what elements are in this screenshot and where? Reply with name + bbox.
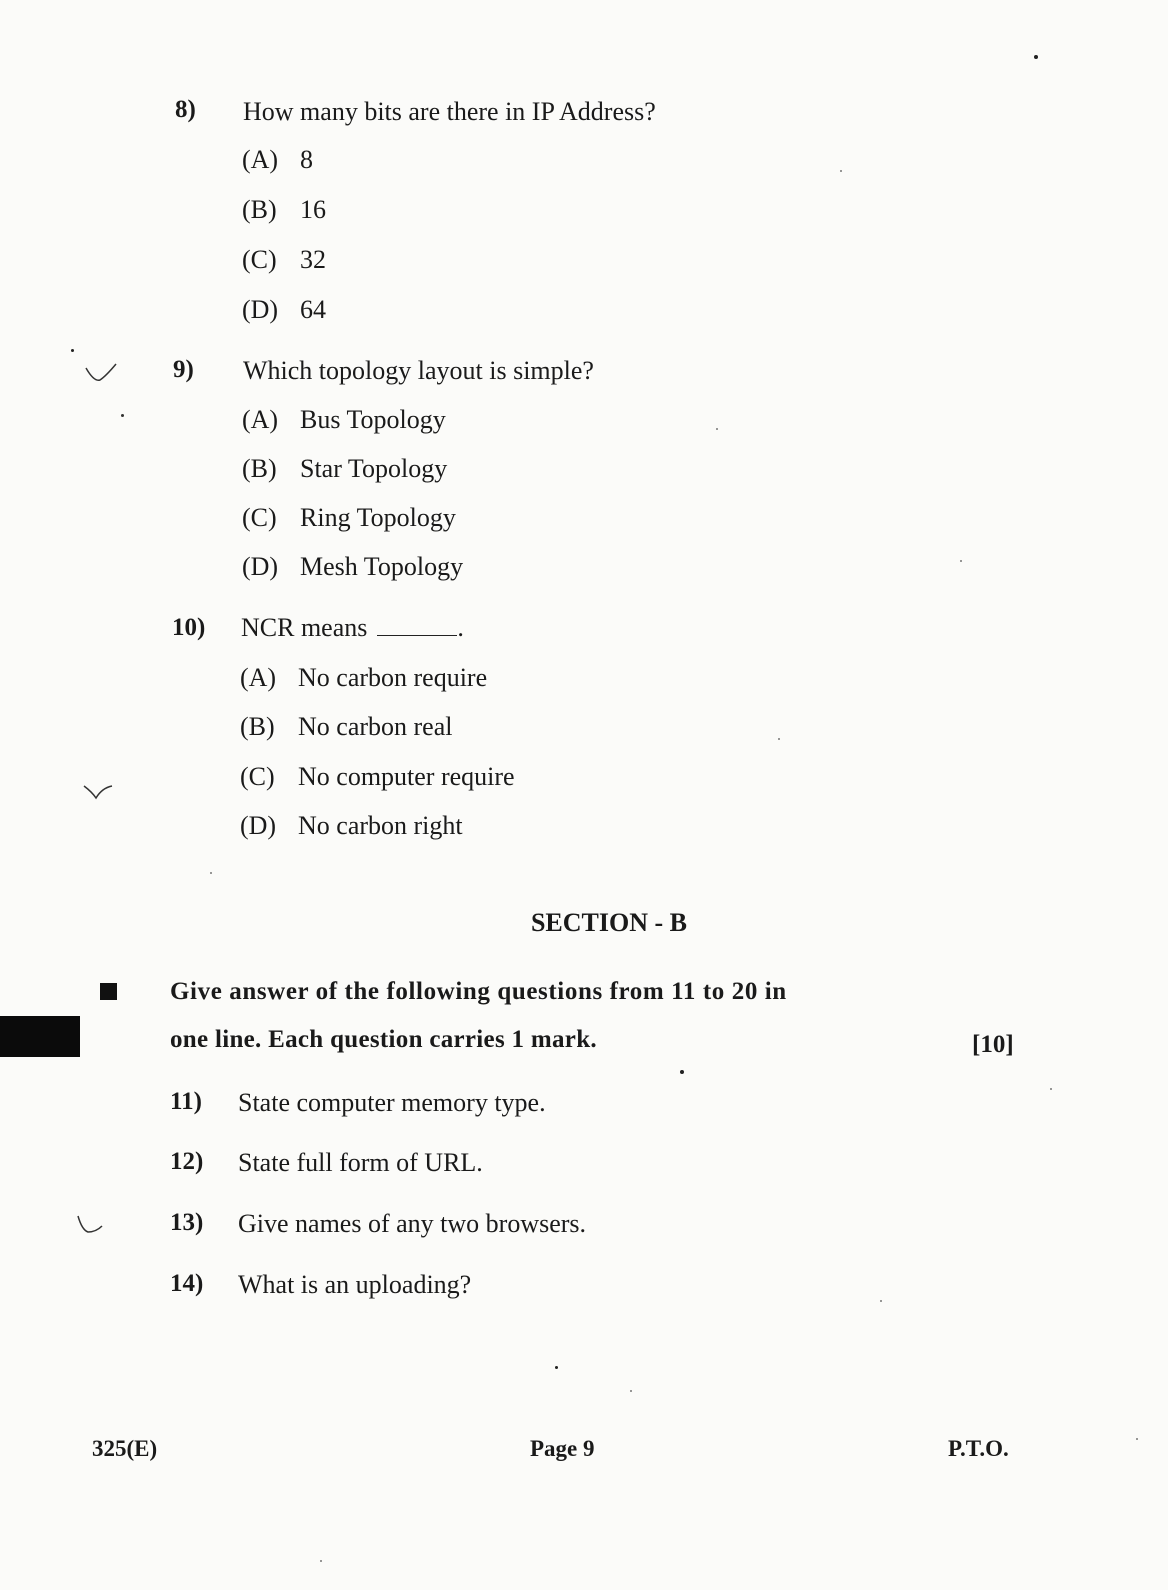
section-marks: [10] <box>972 1031 1014 1058</box>
tick-mark-icon <box>72 1212 112 1238</box>
scan-dot <box>880 1300 882 1302</box>
scan-dot <box>555 1366 558 1369</box>
question-text: Which topology layout is simple? <box>243 356 594 385</box>
question-text: State full form of URL. <box>238 1148 483 1177</box>
tick-mark-icon <box>82 360 122 390</box>
option-c: (C) 32 <box>242 245 326 274</box>
scan-dot <box>630 1390 632 1392</box>
question-text: How many bits are there in IP Address? <box>243 97 656 126</box>
scan-dot <box>1136 1438 1138 1440</box>
page-number: Page 9 <box>530 1436 595 1461</box>
section-instruction-line-2: one line. Each question carries 1 mark. <box>170 1026 597 1053</box>
option-a: (A) No carbon require <box>240 663 488 692</box>
scan-dot <box>680 1070 684 1074</box>
option-b: (B) 16 <box>242 195 326 224</box>
paper-code: 325(E) <box>92 1436 158 1461</box>
option-d: (D) No carbon right <box>240 811 463 840</box>
scan-margin-mark <box>0 1016 80 1057</box>
scan-dot <box>320 1560 322 1562</box>
question-number: 11) <box>170 1088 202 1115</box>
question-number: 8) <box>175 96 196 123</box>
tick-mark-icon <box>80 780 120 806</box>
pto-label: P.T.O. <box>948 1436 1009 1461</box>
scan-dot <box>121 414 124 417</box>
question-text: What is an uploading? <box>238 1270 472 1299</box>
scan-dot <box>716 428 718 430</box>
option-d: (D) Mesh Topology <box>242 552 464 581</box>
bullet-square-icon <box>100 983 117 1000</box>
section-instruction-line-1: Give answer of the following questions from 11 to 20 in <box>170 978 787 1005</box>
question-text: Give names of any two browsers. <box>238 1209 587 1238</box>
question-number: 10) <box>172 614 206 641</box>
option-c: (C) No computer require <box>240 762 515 791</box>
scan-dot <box>1050 1088 1052 1090</box>
scan-dot <box>778 738 780 740</box>
scan-dot <box>840 170 842 172</box>
question-text: State computer memory type. <box>238 1088 546 1117</box>
answer-blank <box>377 615 457 636</box>
scan-dot <box>1034 55 1038 59</box>
scan-dot <box>71 349 74 352</box>
option-b: (B) No carbon real <box>240 712 453 741</box>
question-number: 12) <box>170 1148 204 1175</box>
option-c: (C) Ring Topology <box>242 503 456 532</box>
question-number: 9) <box>173 356 194 383</box>
scan-dot <box>960 560 962 562</box>
scan-dot <box>210 872 212 874</box>
section-title: SECTION - B <box>530 908 688 937</box>
question-text: NCR means . <box>241 613 464 642</box>
question-number: 14) <box>170 1270 204 1297</box>
option-d: (D) 64 <box>242 295 326 324</box>
option-a: (A) 8 <box>242 145 313 174</box>
option-b: (B) Star Topology <box>242 454 448 483</box>
option-a: (A) Bus Topology <box>242 405 446 434</box>
question-number: 13) <box>170 1209 204 1236</box>
